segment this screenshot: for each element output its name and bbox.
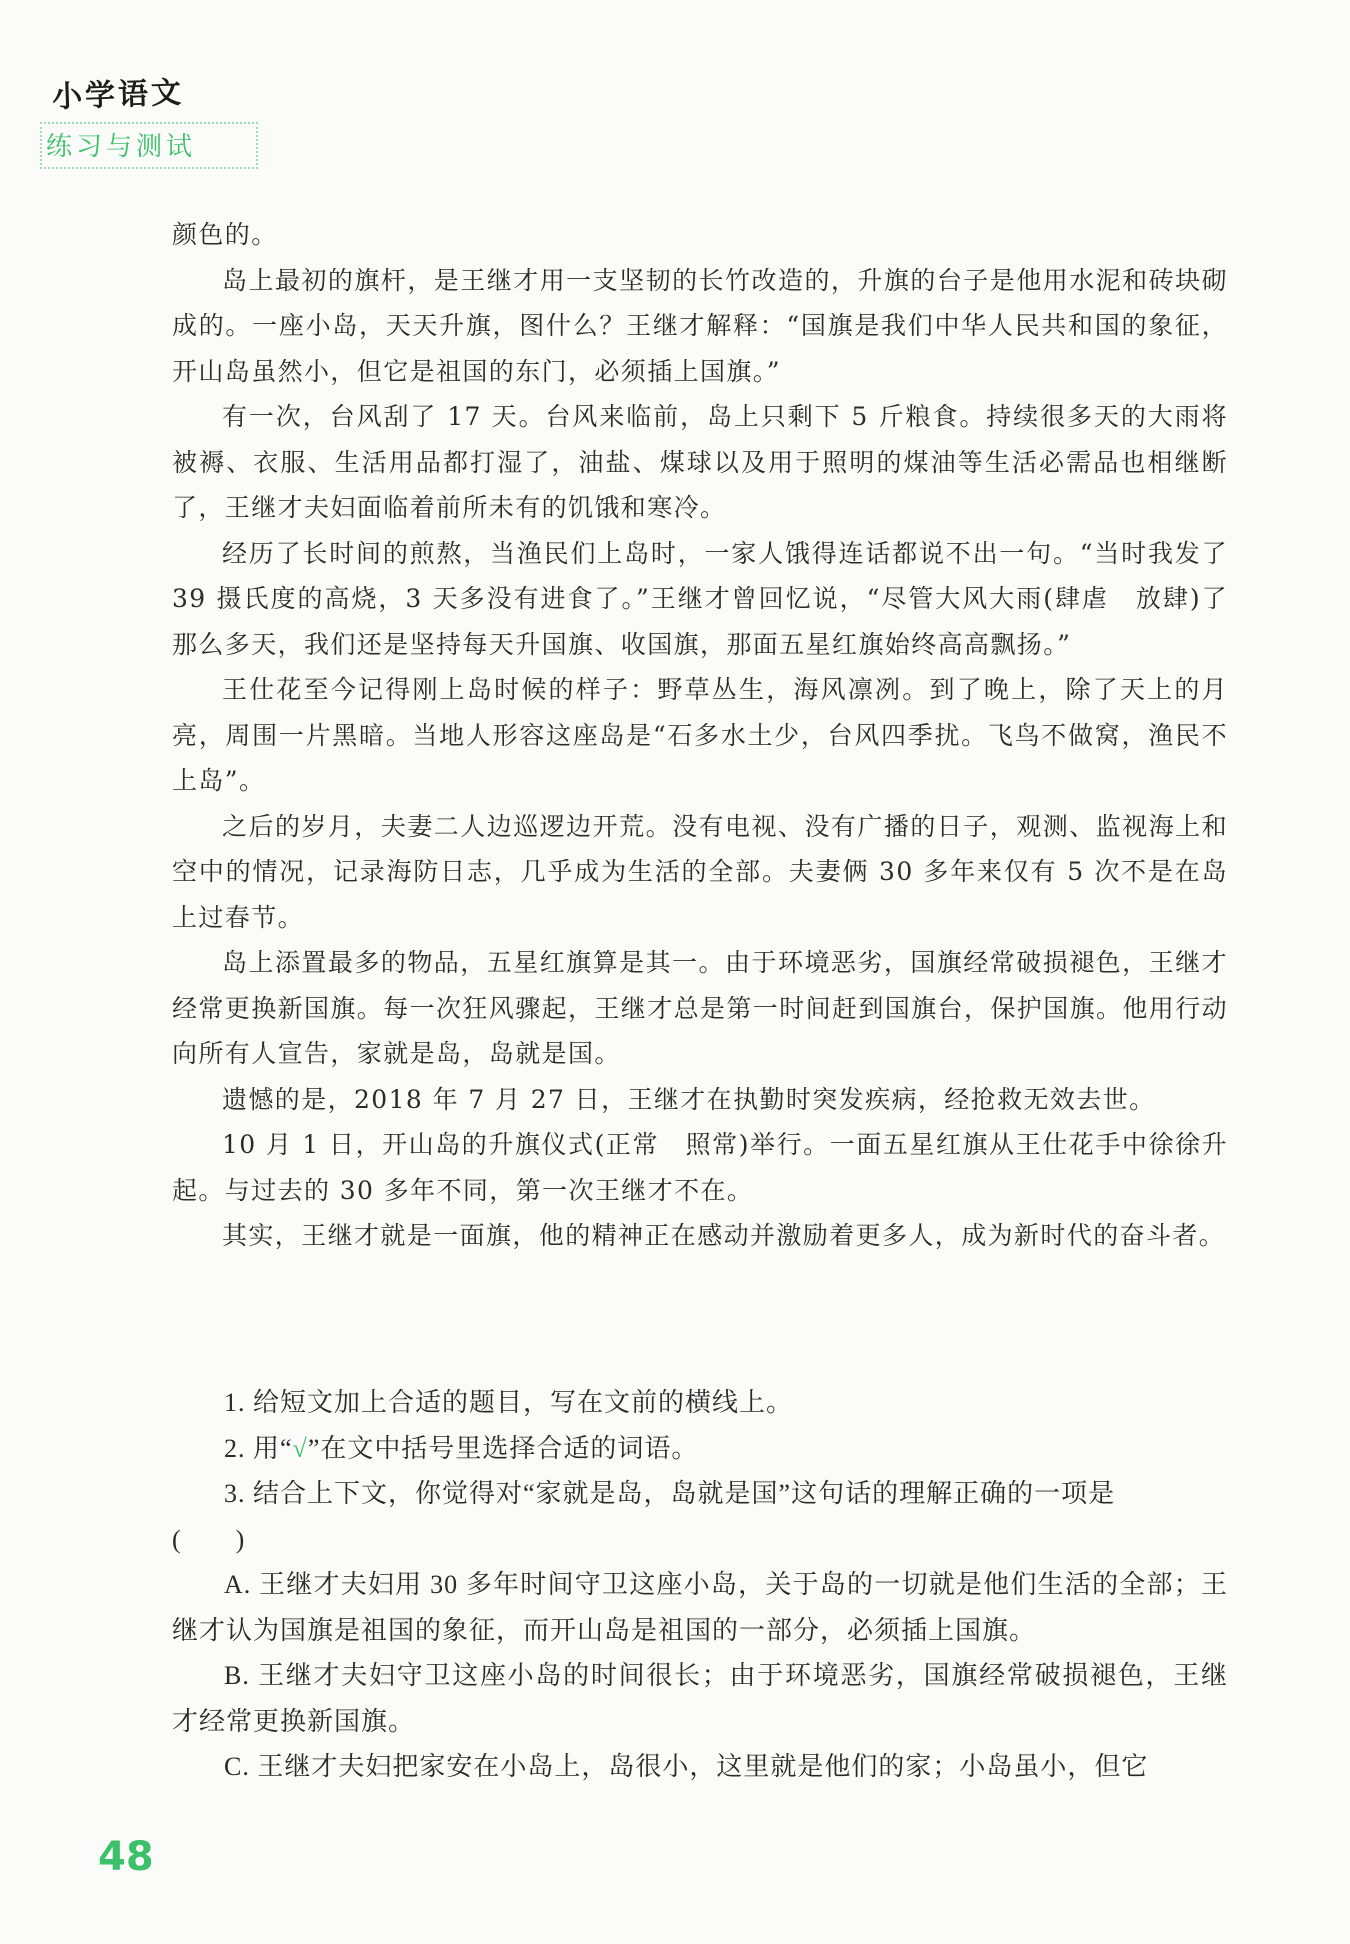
question-2-text-start: 2. 用“ [224,1433,293,1463]
question-3: 3. 结合上下文，你觉得对“家就是岛，岛就是国”这句话的理解正确的一项是 [224,1479,1116,1508]
option-c: C. 王继才夫妇把家安在小岛上，岛很小，这里就是他们的家；小岛虽小，但它 [224,1752,1149,1781]
passage-paragraph-7: 遗憾的是，2018 年 7 月 27 日，王继才在执勤时突发疾病，经抢救无效去世。 [222,1084,1156,1114]
passage-paragraph-4: 王仕花至今记得刚上岛时候的样子：野草丛生，海风凛冽。到了晚上，除了天上的月亮，周围一片黑暗。当地人形容这座岛是“石多水土少，台风四季扰。飞鸟不做窝，渔民不上岛”。 [172,675,1228,795]
passage-paragraph-2: 有一次，台风刮了 17 天。台风来临前，岛上只剩下 5 斤粮食。持续很多天的大雨将被褥、衣服、生活用品都打湿了，油盐、煤球以及用于照明的煤油等生活必需品也相继断了，王继才夫妇面临着前所未有的饥饿和寒冷。 [172,402,1228,522]
exercise-questions [172,1380,1228,1790]
check-mark-icon: √ [292,1433,308,1463]
option-a: A. 王继才夫妇用 30 多年时间守卫这座小岛，关于岛的一切就是他们生活的全部；王继才认为国旗是祖国的象征，而开山岛是祖国的一部分，必须插上国旗。 [172,1570,1228,1645]
question-2 [172,1426,1228,1472]
answer-bracket[interactable]: ( ) [172,1524,246,1554]
passage-paragraph-5: 之后的岁月，夫妻二人边巡逻边开荒。没有电视、没有广播的日子，观测、监视海上和空中的情况，记录海防日志，几乎成为生活的全部。夫妻俩 30 多年来仅有 5 次不是在岛上过春节。 [172,811,1228,932]
book-subtitle: 练习与测试 [40,122,258,169]
question-1: 1. 给短文加上合适的题目，写在文前的横线上。 [224,1388,794,1417]
passage-paragraph-9: 其实，王继才就是一面旗，他的精神正在感动并激励着更多人，成为新时代的奋斗者。 [222,1221,1226,1250]
passage-paragraph-0: 颜色的。 [172,220,278,249]
book-header [40,72,258,169]
reading-passage [172,212,1228,1259]
book-title: 小学语文 [51,75,185,115]
passage-paragraph-3: 经历了长时间的煎熬，当渔民们上岛时，一家人饿得连话都说不出一句。“当时我发了 39 摄氏度的高烧，3 天多没有进食了。”王继才曾回忆说，“尽管大风大雨(肆虐 放肆)了那么多天，我们还是坚持每天升国旗、收国旗，那面五星红旗始终高高飘扬。” [172,538,1228,659]
option-b: B. 王继才夫妇守卫这座小岛的时间很长；由于环境恶劣，国旗经常破损褪色，王继才经常更换新国旗。 [172,1661,1228,1736]
passage-paragraph-8: 10 月 1 日，开山岛的升旗仪式(正常 照常)举行。一面五星红旗从王仕花手中徐徐升起。与过去的 30 多年不同，第一次王继才不在。 [172,1130,1228,1205]
passage-paragraph-6: 岛上添置最多的物品，五星红旗算是其一。由于环境恶劣，国旗经常破损褪色，王继才经常更换新国旗。每一次狂风骤起，王继才总是第一时间赶到国旗台，保护国旗。他用行动向所有人宣告，家就是岛，岛就是国。 [172,948,1229,1068]
question-2-text-end: ”在文中括号里选择合适的词语。 [307,1433,699,1463]
passage-paragraph-1: 岛上最初的旗杆，是王继才用一支坚韧的长竹改造的，升旗的台子是他用水泥和砖块砌成的。一座小岛，天天升旗，图什么？王继才解释：“国旗是我们中华人民共和国的象征，开山岛虽然小，但它是祖国的东门，必须插上国旗。” [172,265,1228,386]
page-number: 48 [98,1834,154,1880]
